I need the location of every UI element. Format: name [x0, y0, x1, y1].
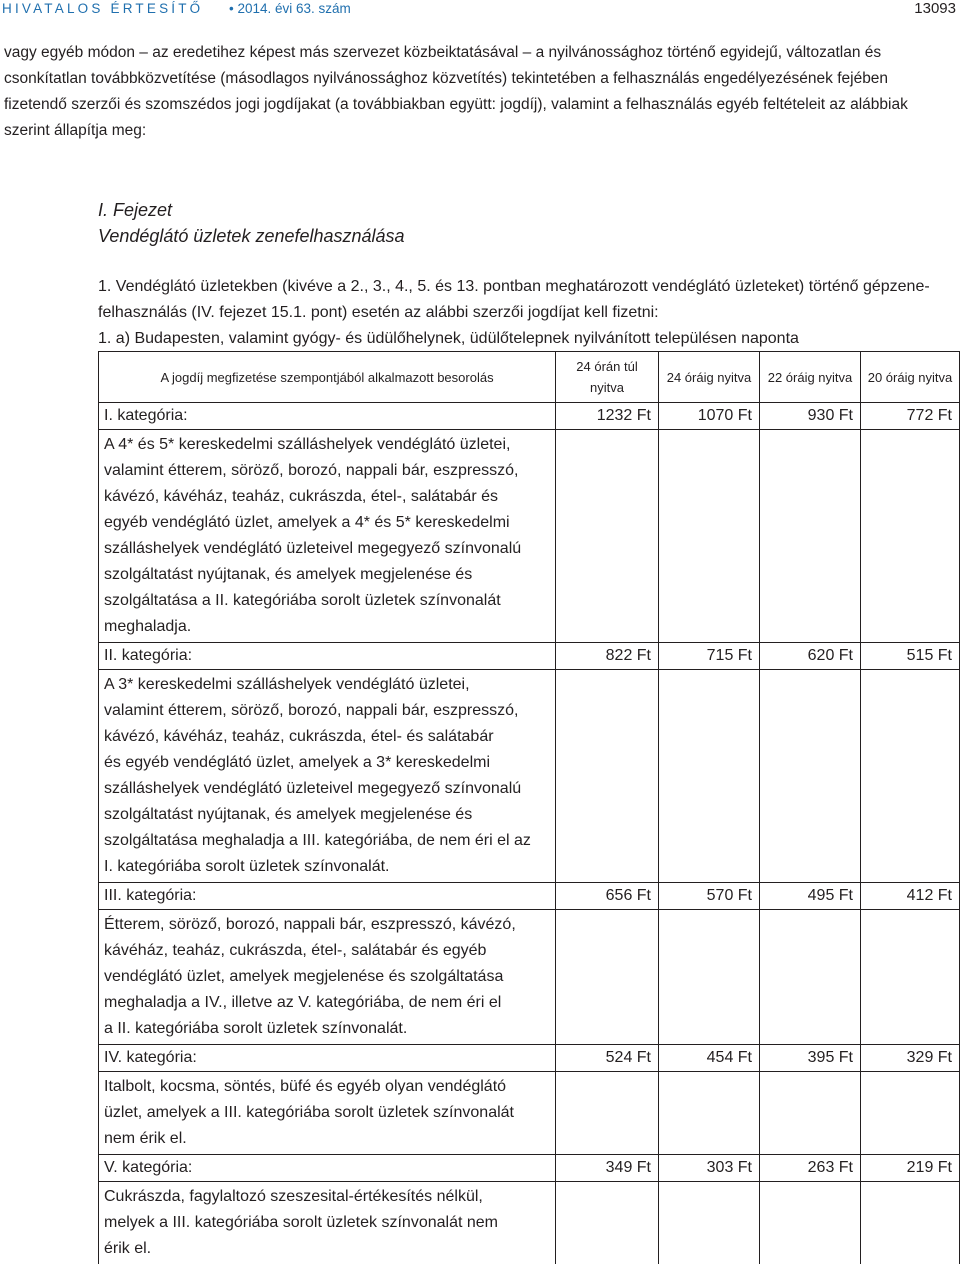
price-cell: 303 Ft — [659, 1155, 760, 1182]
empty-cell — [760, 1182, 861, 1264]
intro-line: vagy egyéb módon – az eredetihez képest más szervezet közbeiktatásával – a nyilvánossághoz történő egyidejű, változatlan és — [4, 40, 956, 66]
table-row — [99, 1045, 960, 1072]
category-label: V. kategória: — [99, 1155, 556, 1182]
description-line: Étterem, söröző, borozó, nappali bár, eszpresszó, kávézó, — [104, 912, 550, 938]
empty-cell — [659, 1072, 760, 1155]
intro-line: szerint állapítja meg: — [4, 118, 956, 144]
price-cell: 454 Ft — [659, 1045, 760, 1072]
table-header-row — [99, 352, 960, 403]
column-header-20h: 20 óráig nyitva — [861, 352, 960, 403]
table-row — [99, 430, 960, 643]
description-line: üzlet, amelyek a III. kategóriába sorolt üzletek színvonalát — [104, 1100, 550, 1126]
description-line: A 3* kereskedelmi szálláshelyek vendéglátó üzletei, — [104, 672, 550, 698]
section-line: felhasználás (IV. fejezet 15.1. pont) esetén az alábbi szerzői jogdíjat kell fizetni: — [98, 300, 958, 326]
column-header-over-24h-line: nyitva — [590, 380, 624, 395]
empty-cell — [861, 670, 960, 883]
column-header-over-24h-line: 24 órán túl — [576, 359, 637, 374]
price-cell: 822 Ft — [556, 643, 659, 670]
category-label: I. kategória: — [99, 403, 556, 430]
empty-cell — [659, 670, 760, 883]
empty-cell — [760, 910, 861, 1045]
column-header-over-24h — [556, 352, 659, 403]
column-header-24h: 24 óráig nyitva — [659, 352, 760, 403]
category-description — [99, 910, 556, 1045]
description-line: valamint étterem, söröző, borozó, nappali bár, eszpresszó, — [104, 458, 550, 484]
table-row — [99, 403, 960, 430]
empty-cell — [556, 1072, 659, 1155]
description-line: szálláshelyek vendéglátó üzleteivel megegyező színvonalú — [104, 776, 550, 802]
table-row — [99, 1072, 960, 1155]
empty-cell — [760, 670, 861, 883]
category-label: III. kategória: — [99, 883, 556, 910]
page-header — [0, 0, 960, 22]
description-line: melyek a III. kategóriába sorolt üzletek színvonalát nem — [104, 1210, 550, 1236]
chapter-heading — [98, 197, 405, 249]
description-line: I. kategóriába sorolt üzletek színvonalát. — [104, 854, 550, 880]
table-row — [99, 1155, 960, 1182]
empty-cell — [861, 910, 960, 1045]
description-line: és egyéb vendéglátó üzlet, amelyek a 3* kereskedelmi — [104, 750, 550, 776]
price-cell: 495 Ft — [760, 883, 861, 910]
price-cell: 515 Ft — [861, 643, 960, 670]
column-header-22h: 22 óráig nyitva — [760, 352, 861, 403]
journal-name: HIVATALOS ÉRTESÍTŐ — [2, 1, 203, 16]
description-line: meghaladja. — [104, 614, 550, 640]
empty-cell — [861, 1072, 960, 1155]
description-line: nem érik el. — [104, 1126, 550, 1152]
price-cell: 930 Ft — [760, 403, 861, 430]
price-cell: 1070 Ft — [659, 403, 760, 430]
description-line: vendéglátó üzlet, amelyek megjelenése és szolgáltatása — [104, 964, 550, 990]
price-cell: 219 Ft — [861, 1155, 960, 1182]
intro-paragraph — [4, 40, 956, 144]
table-row — [99, 883, 960, 910]
category-label: IV. kategória: — [99, 1045, 556, 1072]
description-line: Cukrászda, fagylaltozó szeszesital-értékesítés nélkül, — [104, 1184, 550, 1210]
price-cell: 1232 Ft — [556, 403, 659, 430]
category-description — [99, 670, 556, 883]
empty-cell — [659, 430, 760, 643]
description-line: valamint étterem, söröző, borozó, nappali bár, eszpresszó, — [104, 698, 550, 724]
description-line: szálláshelyek vendéglátó üzleteivel megegyező színvonalú — [104, 536, 550, 562]
empty-cell — [556, 910, 659, 1045]
category-description — [99, 430, 556, 643]
empty-cell — [760, 1072, 861, 1155]
price-cell: 395 Ft — [760, 1045, 861, 1072]
intro-line: fizetendő szerzői és szomszédos jogi jogdíjakat (a továbbiakban együtt: jogdíj), valamint a felhasználás egyéb feltételeit az alábbiak — [4, 92, 956, 118]
section-paragraph — [98, 274, 958, 326]
description-line: szolgáltatása meghaladja a III. kategóriába, de nem éri el az — [104, 828, 550, 854]
price-cell: 349 Ft — [556, 1155, 659, 1182]
description-line: Italbolt, kocsma, söntés, büfé és egyéb olyan vendéglátó — [104, 1074, 550, 1100]
intro-line: csonkítatlan továbbközvetítése (másodlagos nyilvánossághoz közvetítés) tekintetében a felhasználás engedélyezésének fejében — [4, 66, 956, 92]
description-line: kávézó, kávéház, teaház, cukrászda, étel-, salátabár és — [104, 484, 550, 510]
price-cell: 412 Ft — [861, 883, 960, 910]
chapter-number: I. Fejezet — [98, 197, 405, 223]
royalty-table — [98, 351, 960, 1264]
journal-issue: • 2014. évi 63. szám — [229, 1, 351, 16]
description-line: egyéb vendéglátó üzlet, amelyek a 4* és 5* kereskedelmi — [104, 510, 550, 536]
table-row — [99, 643, 960, 670]
description-line: szolgáltatása a II. kategóriába sorolt üzletek színvonalát — [104, 588, 550, 614]
page-number: 13093 — [914, 0, 956, 17]
table-row — [99, 670, 960, 883]
empty-cell — [556, 430, 659, 643]
description-line: szolgáltatást nyújtanak, és amelyek megjelenése és — [104, 562, 550, 588]
section-line: 1. Vendéglátó üzletekben (kivéve a 2., 3., 4., 5. és 13. pontban meghatározott vendéglátó üzleteket) történő gépzene- — [98, 274, 958, 300]
description-line: meghaladja a IV., illetve az V. kategóriába, de nem éri el — [104, 990, 550, 1016]
empty-cell — [556, 670, 659, 883]
empty-cell — [861, 430, 960, 643]
price-cell: 329 Ft — [861, 1045, 960, 1072]
empty-cell — [659, 910, 760, 1045]
price-cell: 620 Ft — [760, 643, 861, 670]
category-description — [99, 1182, 556, 1264]
empty-cell — [760, 430, 861, 643]
section-subpoint: 1. a) Budapesten, valamint gyógy- és üdülőhelynek, üdülőtelepnek nyilvánított településen naponta — [98, 326, 799, 352]
price-cell: 263 Ft — [760, 1155, 861, 1182]
description-line: A 4* és 5* kereskedelmi szálláshelyek vendéglátó üzletei, — [104, 432, 550, 458]
price-cell: 715 Ft — [659, 643, 760, 670]
description-line: a II. kategóriába sorolt üzletek színvonalát. — [104, 1016, 550, 1042]
empty-cell — [861, 1182, 960, 1264]
table-row — [99, 910, 960, 1045]
description-line: kávéház, teaház, cukrászda, étel-, salátabár és egyéb — [104, 938, 550, 964]
category-description — [99, 1072, 556, 1155]
chapter-title: Vendéglátó üzletek zenefelhasználása — [98, 223, 405, 249]
price-cell: 772 Ft — [861, 403, 960, 430]
description-line: kávézó, kávéház, teaház, cukrászda, étel- és salátabár — [104, 724, 550, 750]
empty-cell — [556, 1182, 659, 1264]
price-cell: 570 Ft — [659, 883, 760, 910]
description-line: érik el. — [104, 1236, 550, 1262]
column-header-classification: A jogdíj megfizetése szempontjából alkalmazott besorolás — [99, 352, 556, 403]
table-row — [99, 1182, 960, 1264]
description-line: szolgáltatást nyújtanak, és amelyek megjelenése és — [104, 802, 550, 828]
price-cell: 524 Ft — [556, 1045, 659, 1072]
empty-cell — [659, 1182, 760, 1264]
category-label: II. kategória: — [99, 643, 556, 670]
price-cell: 656 Ft — [556, 883, 659, 910]
